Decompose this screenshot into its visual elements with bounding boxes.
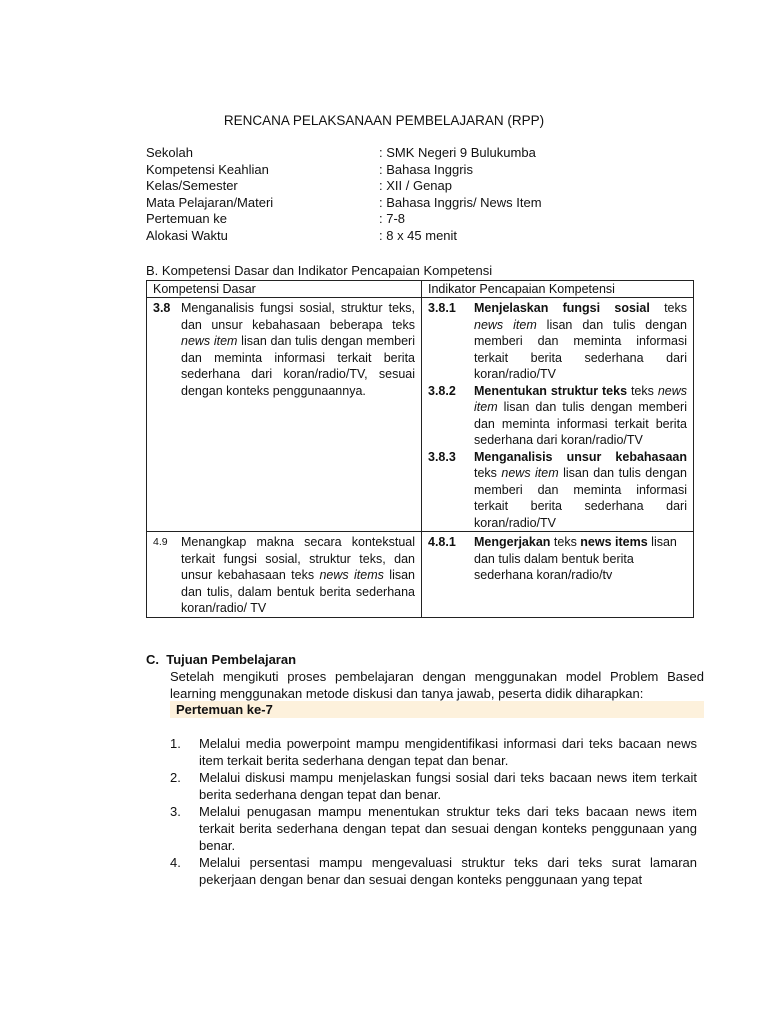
objectives-list (170, 735, 697, 888)
indicator-item: 3.8.2 Menentukan struktur teks teks news item lisan dan tulis dengan memberi dan meminta informasi terkait berita sederhana dari koran/radio/TV (428, 383, 687, 447)
info-value: : 7-8 (379, 211, 406, 227)
section-b-heading: B. Kompetensi Dasar dan Indikator Pencapaian Kompetensi (146, 263, 493, 278)
info-row (146, 211, 706, 228)
meeting-band (170, 701, 704, 718)
list-item: 4. Melalui persentasi mampu mengevaluasi struktur teks dari teks surat lamaran pekerjaan dengan benar dan sesuai dengan konteks penggunaan yang tepat (170, 855, 697, 887)
indicator-cell (422, 532, 694, 618)
column-header-kd: Kompetensi Dasar (147, 281, 422, 298)
column-header-indicator: Indikator Pencapaian Kompetensi (422, 281, 694, 298)
list-item: 3. Melalui penugasan mampu menentukan struktur teks dari teks bacaan news item terkait berita sederhana dengan tepat dan sesuai dengan konteks penggunaan yang benar. (170, 804, 697, 853)
section-c-intro: Setelah mengikuti proses pembelajaran dengan menggunakan model Problem Based learning menggunakan metode diskusi dan tanya jawab, peserta didik diharapkan: (170, 669, 704, 701)
meeting-label: Pertemuan ke-7 (176, 702, 273, 717)
info-value: : 8 x 45 menit (379, 227, 458, 243)
kd-text: Menangkap makna secara kontekstual terkait fungsi sosial, struktur teks, dan unsur kebahasaan teks news items lisan dan tulis, dalam bentuk berita sederhana koran/radio/ TV (181, 535, 415, 615)
identity-block (146, 145, 706, 245)
indicator-cell (422, 298, 694, 532)
info-label: Alokasi Waktu (146, 227, 228, 243)
document-title: RENCANA PELAKSANAAN PEMBELAJARAN (RPP) (223, 113, 545, 128)
info-row (146, 145, 706, 162)
table-row (147, 532, 694, 618)
kd-number: 3.8 (153, 301, 171, 315)
info-label: Kelas/Semester (146, 178, 238, 194)
info-row (146, 228, 706, 245)
competency-table (146, 280, 694, 618)
info-row (146, 162, 706, 179)
info-row (146, 195, 706, 212)
info-row (146, 178, 706, 195)
section-c-heading: C. Tujuan Pembelajaran (146, 652, 297, 667)
indicator-item: 4.8.1 Mengerjakan teks news items lisan dan tulis dalam bentuk berita sederhana koran/radio/tv (428, 535, 677, 582)
list-item: 2. Melalui diskusi mampu menjelaskan fungsi sosial dari teks bacaan news item terkait berita sederhana dengan tepat dan benar. (170, 770, 697, 802)
info-label: Kompetensi Keahlian (146, 161, 269, 177)
table-row (147, 298, 694, 532)
info-label: Sekolah (146, 145, 193, 160)
kd-number: 4.9 (153, 536, 168, 548)
indicator-item: 3.8.1 Menjelaskan fungsi sosial teks news item lisan dan tulis dengan memberi dan meminta informasi terkait berita sederhana dari koran/radio/TV (428, 301, 688, 381)
kd-text: Menganalisis fungsi sosial, struktur teks, dan unsur kebahasaan beberapa teks news item lisan dan tulis dengan memberi dan meminta informasi terkait berita sederhana dari koran/radio/TV, sesuai dengan konteks penggunaannya. (181, 301, 415, 398)
kd-cell (147, 532, 422, 618)
info-value: : XII / Genap (379, 178, 452, 194)
kd-cell (147, 298, 422, 532)
info-label: Pertemuan ke (146, 211, 227, 227)
info-value: : Bahasa Inggris (379, 161, 473, 177)
info-label: Mata Pelajaran/Materi (146, 194, 274, 210)
list-item: 1. Melalui media powerpoint mampu mengidentifikasi informasi dari teks bacaan news item terkait berita sederhana dengan tepat dan benar. (170, 736, 697, 768)
info-value: : SMK Negeri 9 Bulukumba (379, 145, 536, 160)
indicator-item: 3.8.3 Menganalisis unsur kebahasaan teks news item lisan dan tulis dengan memberi dan meminta informasi terkait berita sederhana dari koran/radio/TV (428, 449, 687, 530)
info-value: : Bahasa Inggris/ News Item (379, 194, 542, 210)
